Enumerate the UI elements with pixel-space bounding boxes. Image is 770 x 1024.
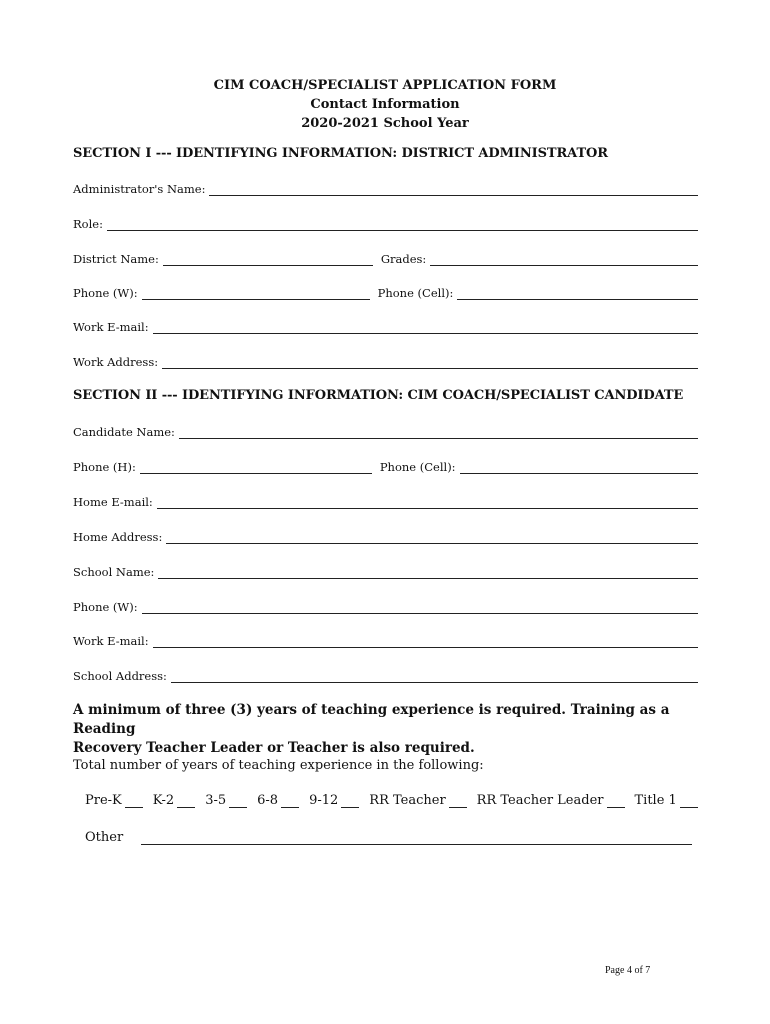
experience-label-k-2: K-2 [152, 793, 175, 808]
experience-field-title-1[interactable] [680, 795, 698, 808]
home-address-field[interactable] [166, 531, 698, 544]
experience-field-9-12[interactable] [341, 795, 359, 808]
experience-field-3-5[interactable] [229, 795, 247, 808]
form-header [0, 76, 770, 133]
candidate-name-field[interactable] [179, 426, 698, 439]
experience-other-label: Other [85, 830, 124, 845]
home-email-label: Home E-mail: [73, 495, 153, 509]
candidate-phone-w-field[interactable] [142, 601, 698, 614]
admin-phone-cell-field[interactable] [457, 287, 698, 300]
candidate-phone-h-field[interactable] [140, 461, 372, 474]
admin-phone-w-label: Phone (W): [73, 286, 138, 300]
section-2-title: SECTION II --- IDENTIFYING INFORMATION: CIM COACH/SPECIALIST CANDIDATE [73, 388, 684, 403]
experience-label-6-8: 6-8 [257, 793, 279, 808]
experience-prompt: Total number of years of teaching experience in the following: [73, 758, 484, 773]
requirement-line-1: A minimum of three (3) years of teaching experience is required. Training as a Reading [73, 702, 670, 737]
candidate-phone-cell-label: Phone (Cell): [379, 460, 456, 474]
experience-item-6-8 [257, 793, 299, 808]
home-address-label: Home Address: [73, 530, 163, 544]
admin-work-email-field[interactable] [153, 321, 698, 334]
candidate-work-email-row [73, 632, 698, 648]
experience-field-k-2[interactable] [177, 795, 195, 808]
school-name-label: School Name: [73, 565, 155, 579]
admin-work-address-field[interactable] [162, 356, 698, 369]
candidate-phone-cell-field[interactable] [460, 461, 698, 474]
district-name-field[interactable] [163, 253, 373, 266]
experience-item-9-12 [309, 793, 359, 808]
page-number: Page 4 of 7 [605, 965, 651, 976]
home-email-row [73, 493, 698, 509]
role-row [73, 215, 698, 231]
experience-label-rr-teacher: RR Teacher [369, 793, 446, 808]
experience-other-row [85, 830, 692, 845]
home-email-field[interactable] [157, 496, 698, 509]
admin-work-email-row [73, 318, 698, 334]
experience-item-k-2 [153, 793, 195, 808]
candidate-phone-row [73, 458, 698, 474]
admin-work-email-label: Work E-mail: [73, 320, 149, 334]
admin-phone-cell-label: Phone (Cell): [377, 286, 454, 300]
experience-label-9-12: 9-12 [309, 793, 339, 808]
candidate-phone-w-row [73, 598, 698, 614]
candidate-work-email-label: Work E-mail: [73, 634, 149, 648]
administrator-name-label: Administrator's Name: [73, 182, 206, 196]
admin-phone-row [73, 284, 698, 300]
requirement-note [73, 701, 703, 758]
form-title: CIM COACH/SPECIALIST APPLICATION FORM [213, 78, 557, 93]
experience-field-6-8[interactable] [281, 795, 299, 808]
admin-phone-w-field[interactable] [142, 287, 370, 300]
candidate-work-email-field[interactable] [153, 635, 698, 648]
requirement-line-2: Recovery Teacher Leader or Teacher is also required. [73, 740, 475, 756]
administrator-name-row [73, 180, 698, 196]
experience-other-field[interactable] [141, 832, 692, 845]
grades-label: Grades: [380, 252, 427, 266]
candidate-phone-h-label: Phone (H): [73, 460, 136, 474]
experience-item-rr-teacher [369, 793, 466, 808]
experience-label-pre-k: Pre-K [85, 793, 122, 808]
candidate-name-label: Candidate Name: [73, 425, 175, 439]
school-address-field[interactable] [171, 670, 698, 683]
experience-checklist [85, 793, 708, 808]
grades-field[interactable] [430, 253, 698, 266]
experience-field-rr-teacher[interactable] [449, 795, 467, 808]
experience-field-rr-teacher-leader[interactable] [607, 795, 625, 808]
experience-item-pre-k [85, 793, 143, 808]
school-name-field[interactable] [158, 566, 698, 579]
experience-item-title-1 [635, 793, 698, 808]
admin-work-address-row [73, 353, 698, 369]
school-address-row [73, 667, 698, 683]
section-1-title: SECTION I --- IDENTIFYING INFORMATION: DISTRICT ADMINISTRATOR [73, 146, 608, 161]
admin-work-address-label: Work Address: [73, 355, 159, 369]
experience-label-3-5: 3-5 [205, 793, 227, 808]
experience-label-rr-teacher-leader: RR Teacher Leader [476, 793, 604, 808]
candidate-phone-w-label: Phone (W): [73, 600, 138, 614]
form-subtitle: Contact Information [310, 97, 460, 112]
candidate-name-row [73, 423, 698, 439]
experience-field-pre-k[interactable] [125, 795, 143, 808]
role-field[interactable] [107, 218, 698, 231]
school-name-row [73, 563, 698, 579]
administrator-name-field[interactable] [209, 183, 698, 196]
district-name-label: District Name: [73, 252, 159, 266]
experience-item-3-5 [205, 793, 247, 808]
form-year: 2020-2021 School Year [301, 116, 469, 131]
experience-label-title-1: Title 1 [634, 793, 677, 808]
experience-item-rr-teacher-leader [477, 793, 625, 808]
district-grades-row [73, 250, 698, 266]
home-address-row [73, 528, 698, 544]
school-address-label: School Address: [73, 669, 167, 683]
role-label: Role: [73, 217, 103, 231]
